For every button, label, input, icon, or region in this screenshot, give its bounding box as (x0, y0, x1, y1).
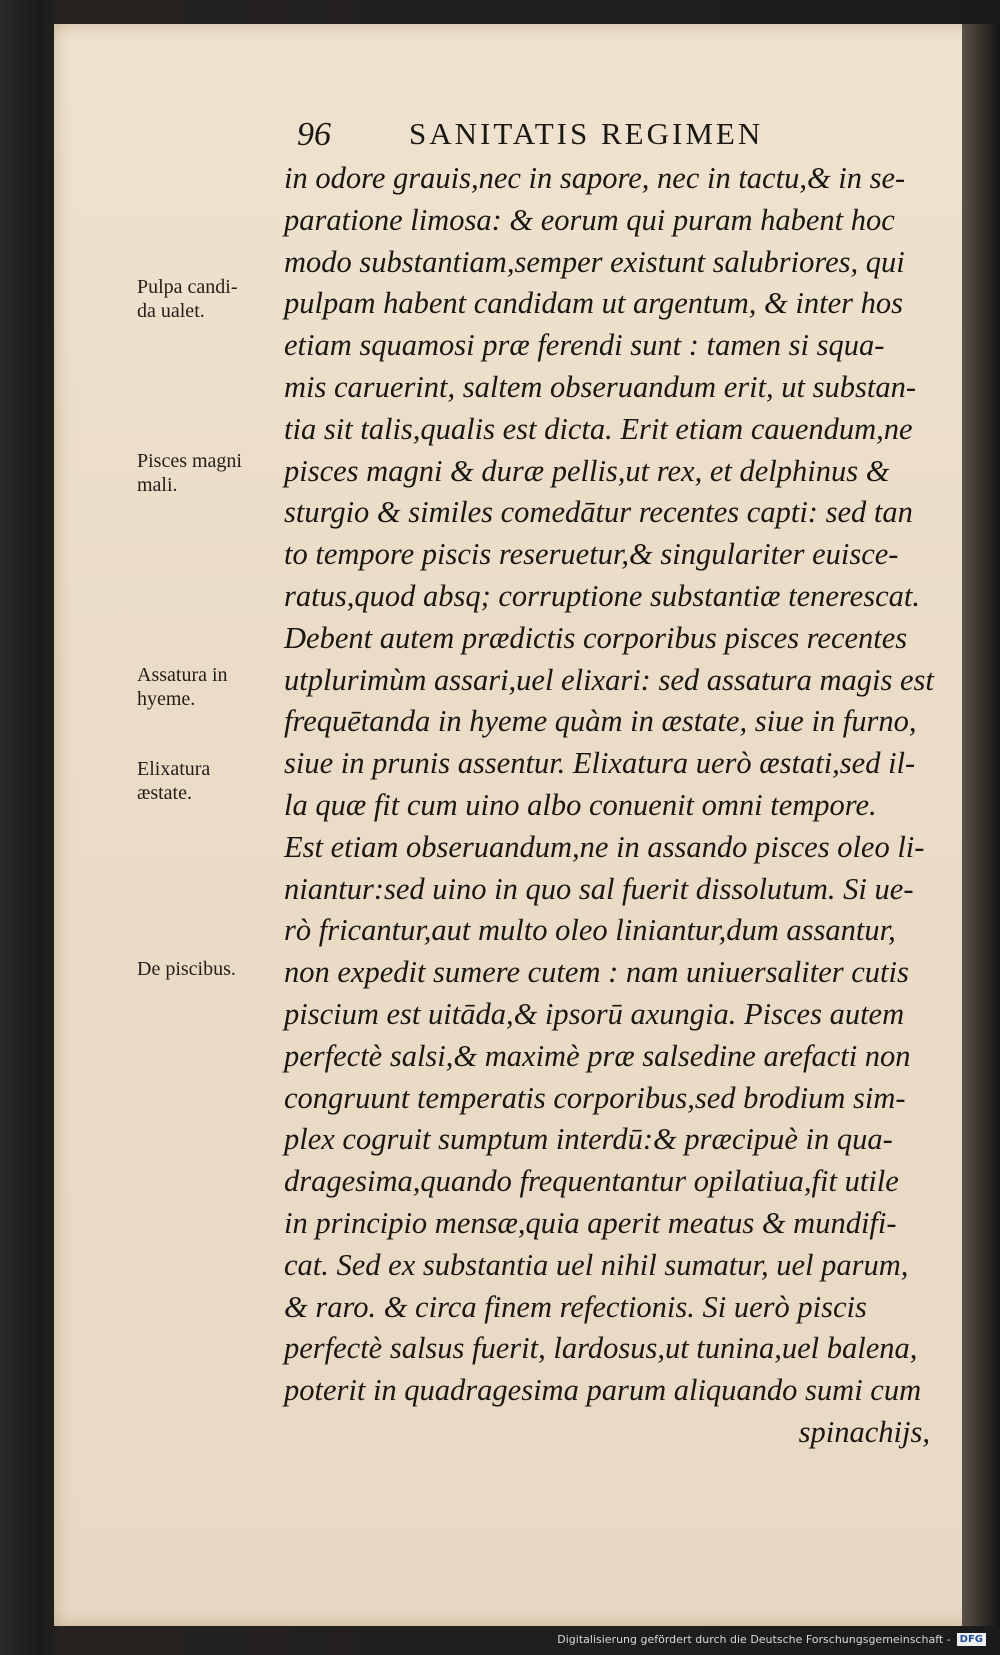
text-line: siue in prunis assentur. Elixatura uerò æstati,sed il- (284, 746, 916, 781)
text-line: Debent autem prædictis corporibus pisces recentes (284, 620, 908, 655)
body-text (284, 158, 954, 1454)
page-header (297, 116, 917, 160)
catchword: spinachijs, (798, 1414, 930, 1449)
text-line: rò fricantur,aut multo oleo liniantur,dum assantur, (284, 913, 896, 948)
digitization-credit (557, 1633, 986, 1646)
running-head: SANITATIS REGIMEN (409, 116, 764, 151)
marginal-note (137, 957, 287, 981)
text-line: plex cogruit sumptum interdū:& præcipuè in qua- (284, 1122, 893, 1157)
text-line: congruunt temperatis corporibus,sed brodium sim- (284, 1080, 906, 1115)
text-line: piscium est uitāda,& ipsorū axungia. Pisces autem (284, 996, 905, 1031)
text-line: & raro. & circa finem refectionis. Si uerò piscis (284, 1289, 867, 1324)
marginal-note-text: De piscibus. (137, 958, 236, 980)
text-line: perfectè salsi,& maximè præ salsedine arefacti non (284, 1038, 911, 1073)
marginal-note-text: Pulpa candi- da ualet. (137, 276, 238, 322)
credit-text: Digitalisierung gefördert durch die Deutsche Forschungsgemeinschaft - (557, 1633, 951, 1646)
text-line: la quæ fit cum uino albo conuenit omni tempore. (284, 787, 877, 822)
marginal-note-text: Pisces magni mali. (137, 450, 242, 496)
text-line: dragesima,quando frequentantur opilatiua,fit utile (284, 1164, 899, 1199)
dfg-logo: DFG (957, 1633, 986, 1646)
text-line: modo substantiam,semper existunt salubriores, qui (284, 244, 905, 279)
text-line: Est etiam obseruandum,ne in assando pisces oleo li- (284, 829, 925, 864)
marginal-note-text: Elixatura æstate. (137, 758, 211, 804)
text-line: tia sit talis,qualis est dicta. Erit etiam cauendum,ne (284, 411, 913, 446)
marginal-note-text: Assatura in hyeme. (137, 664, 228, 710)
page-number: 96 (297, 116, 331, 153)
text-line: ratus,quod absq; corruptione substantiæ tenerescat. (284, 578, 920, 613)
text-line: cat. Sed ex substantia uel nihil sumatur, uel parum, (284, 1247, 909, 1282)
text-line: poterit in quadragesima parum aliquando sumi cum (284, 1373, 922, 1408)
text-line: mis caruerint, saltem obseruandum erit, ut substan- (284, 369, 917, 404)
text-line: to tempore piscis reseruetur,& singulariter euisce- (284, 537, 899, 572)
text-line: niantur:sed uino in quo sal fuerit dissolutum. Si ue- (284, 871, 914, 906)
text-line: pulpam habent candidam ut argentum, & inter hos (284, 286, 903, 321)
text-line: in odore grauis,nec in sapore, nec in tactu,& in se- (284, 161, 906, 195)
text-line: utplurimùm assari,uel elixari: sed assatura magis est (284, 662, 934, 697)
text-line: paratione limosa: & eorum qui puram habent hoc (284, 202, 895, 237)
text-line: non expedit sumere cutem : nam uniuersaliter cutis (284, 955, 909, 990)
text-line: perfectè salsus fuerit, lardosus,ut tunina,uel balena, (284, 1331, 918, 1366)
text-line: sturgio & similes comedātur recentes capti: sed tan (284, 495, 913, 530)
marginal-note (137, 449, 287, 497)
text-line: etiam squamosi præ ferendi sunt : tamen si squa- (284, 328, 885, 363)
marginal-note (137, 757, 287, 805)
marginal-note (137, 275, 287, 323)
marginal-note (137, 663, 287, 711)
page-edge-shadow (962, 24, 1000, 1626)
text-line: frequētanda in hyeme quàm in æstate, siue in furno, (284, 704, 917, 739)
text-line: pisces magni & duræ pellis,ut rex, et delphinus & (284, 453, 890, 488)
text-line: in principio mensæ,quia aperit meatus & mundifi- (284, 1205, 897, 1240)
